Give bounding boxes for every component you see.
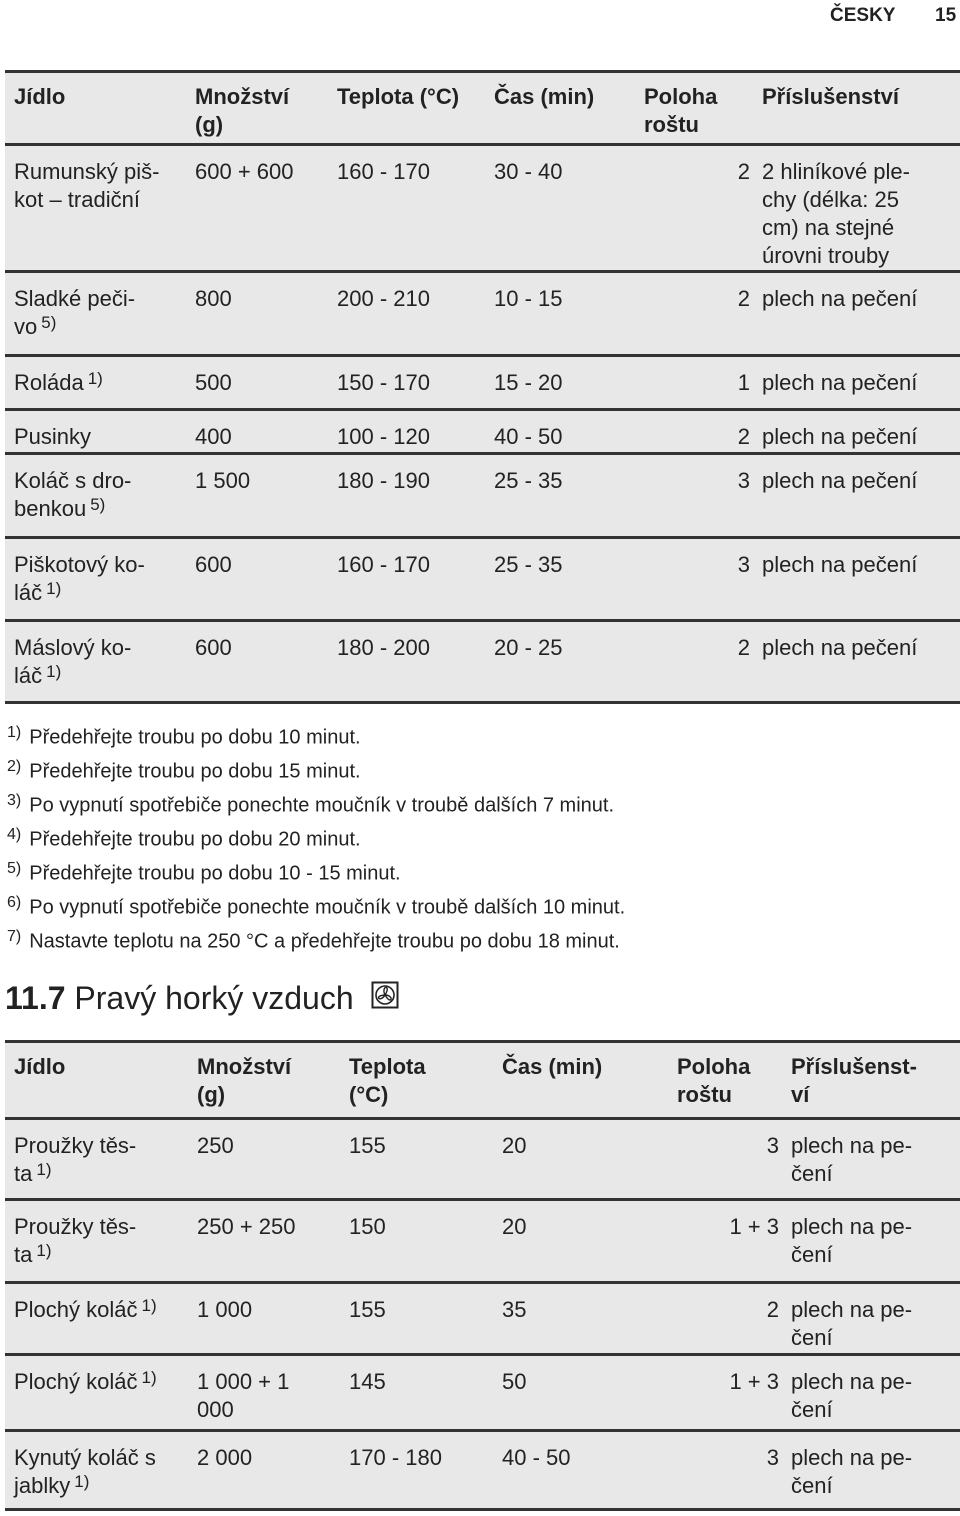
- cell-accessory: 2 hliníkové ple- chy (délka: 25 cm) na stejné úrovni trouby: [762, 159, 910, 268]
- footnote-text: Po vypnutí spotřebiče ponechte moučník v troubě dalších 10 minut.: [29, 896, 626, 919]
- footnote-text: Předehřejte troubu po dobu 20 minut.: [29, 828, 361, 851]
- cell-rack: 2: [737, 286, 750, 311]
- cell-food: [5, 621, 195, 703]
- cell-temperature: 155: [349, 1133, 386, 1158]
- footnote-ref: 1): [36, 1241, 52, 1261]
- cell-quantity: 600: [195, 635, 232, 660]
- footnote-text: Předehřejte troubu po dobu 10 minut.: [29, 726, 361, 749]
- food-name: Plochý koláč: [14, 1297, 138, 1322]
- page-language: ČESKY: [830, 5, 896, 26]
- col-header-time: Čas (min): [494, 84, 595, 109]
- food-name: Pusinky: [14, 424, 92, 449]
- cell-rack: 1 + 3: [729, 1214, 779, 1239]
- food-name: Proužky těs- ta: [14, 1214, 137, 1267]
- table-row: [5, 538, 960, 621]
- footnote-item: [7, 920, 947, 954]
- section-number: 11.7: [5, 980, 66, 1016]
- footnote-item: [7, 818, 947, 852]
- table-header-row: [5, 72, 960, 145]
- cell-temperature: 180 - 190: [337, 468, 430, 493]
- section-title: Pravý horký vzduch: [74, 980, 354, 1016]
- food-name: Koláč s dro- benkou: [14, 468, 132, 521]
- cell-time: 20 - 25: [494, 635, 563, 660]
- footnote-item: [7, 716, 947, 750]
- footnote-ref: 5): [90, 495, 106, 515]
- cell-quantity: 500: [195, 370, 232, 395]
- cell-temperature: 180 - 200: [337, 635, 430, 660]
- table-row: [5, 272, 960, 356]
- footnote-item: [7, 750, 947, 784]
- cell-accessory: plech na pe- čení: [791, 1369, 913, 1422]
- cell-accessory: plech na pečení: [762, 635, 918, 660]
- cell-rack: 3: [766, 1133, 779, 1158]
- footnote-ref: 1): [36, 1160, 52, 1180]
- cell-rack: 1 + 3: [729, 1369, 779, 1394]
- cell-rack: 2: [766, 1297, 779, 1322]
- cell-temperature: 150 - 170: [337, 370, 430, 395]
- cell-temperature: 170 - 180: [349, 1445, 442, 1470]
- cell-temperature: 145: [349, 1369, 386, 1394]
- cell-rack: 2: [737, 159, 750, 184]
- baking-table-2: [5, 1040, 960, 1511]
- col-header-temperature: Teplota (°C): [337, 84, 460, 109]
- col-header-quantity: Množství (g): [195, 84, 290, 137]
- footnote-mark: 2): [7, 758, 22, 775]
- footnote-item: [7, 886, 947, 920]
- cell-rack: 1: [737, 370, 750, 395]
- cell-quantity: 600 + 600: [195, 159, 294, 184]
- footnote-mark: 7): [7, 928, 22, 945]
- cell-time: 25 - 35: [494, 468, 563, 493]
- cell-quantity: 1 000 + 1 000: [197, 1369, 290, 1422]
- cell-accessory: plech na pečení: [762, 424, 918, 449]
- footnote-text: Nastavte teplotu na 250 °C a předehřejte troubu po dobu 18 minut.: [29, 930, 620, 953]
- footnote-mark: 6): [7, 894, 22, 911]
- footnote-ref: 1): [74, 1472, 90, 1492]
- cell-food: [5, 1200, 197, 1283]
- table-row: [5, 1355, 960, 1431]
- cell-quantity: 1 500: [195, 468, 251, 493]
- cell-time: 15 - 20: [494, 370, 563, 395]
- footnote-mark: 5): [7, 860, 22, 877]
- footnote-mark: 3): [7, 792, 22, 809]
- food-name: Proužky těs- ta: [14, 1133, 137, 1186]
- food-name: Piškotový ko- láč: [14, 552, 145, 605]
- cell-accessory: plech na pečení: [762, 370, 918, 395]
- cell-accessory: plech na pe- čení: [791, 1297, 913, 1350]
- cell-rack: 3: [737, 552, 750, 577]
- cell-temperature: 100 - 120: [337, 424, 430, 449]
- cell-rack: 3: [737, 468, 750, 493]
- cell-rack: 2: [737, 635, 750, 660]
- cell-time: 10 - 15: [494, 286, 563, 311]
- cell-food: [5, 410, 195, 454]
- section-heading: [5, 976, 399, 1020]
- footnote-ref: 1): [141, 1368, 157, 1388]
- footnote-ref: 5): [41, 313, 57, 333]
- cell-rack: 2: [737, 424, 750, 449]
- col-header-rack: Poloha roštu: [677, 1054, 751, 1107]
- table-row: [5, 454, 960, 538]
- table-row: [5, 145, 960, 272]
- cell-time: 40 - 50: [502, 1445, 571, 1470]
- cell-accessory: plech na pečení: [762, 286, 918, 311]
- cell-quantity: 250 + 250: [197, 1214, 296, 1239]
- cell-quantity: 400: [195, 424, 232, 449]
- cell-food: [5, 145, 195, 272]
- food-name: Sladké peči- vo: [14, 286, 136, 339]
- cell-temperature: 160 - 170: [337, 552, 430, 577]
- cell-food: [5, 538, 195, 621]
- footnote-item: [7, 784, 947, 818]
- food-name: Máslový ko- láč: [14, 635, 132, 688]
- col-header-time: Čas (min): [502, 1054, 603, 1079]
- cell-food: [5, 356, 195, 410]
- cell-food: [5, 1355, 197, 1431]
- food-name: Plochý koláč: [14, 1369, 138, 1394]
- baking-table-1: [5, 70, 960, 704]
- cell-accessory: plech na pečení: [762, 552, 918, 577]
- cell-temperature: 200 - 210: [337, 286, 430, 311]
- cell-accessory: plech na pe- čení: [791, 1445, 913, 1498]
- table-header-row: [5, 1042, 960, 1119]
- footnote-mark: 4): [7, 826, 22, 843]
- footnote-ref: 1): [87, 369, 103, 389]
- cell-food: [5, 1431, 197, 1510]
- cell-temperature: 160 - 170: [337, 159, 430, 184]
- cell-time: 50: [502, 1369, 527, 1394]
- col-header-food: Jídlo: [14, 84, 66, 109]
- fan-icon: [371, 976, 399, 1020]
- footnotes: [7, 716, 947, 954]
- cell-temperature: 155: [349, 1297, 386, 1322]
- cell-accessory: plech na pečení: [762, 468, 918, 493]
- footnote-text: Předehřejte troubu po dobu 15 minut.: [29, 760, 361, 783]
- footnote-text: Po vypnutí spotřebiče ponechte moučník v troubě dalších 7 minut.: [29, 794, 615, 817]
- cell-quantity: 250: [197, 1133, 234, 1158]
- food-name: Kynutý koláč s jablky: [14, 1445, 156, 1498]
- food-name: Roláda: [14, 370, 84, 395]
- footnote-ref: 1): [46, 579, 62, 599]
- col-header-accessory: Příslušenst- ví: [791, 1054, 917, 1107]
- cell-quantity: 1 000: [197, 1297, 253, 1322]
- cell-time: 20: [502, 1214, 527, 1239]
- page-header: [0, 0, 960, 34]
- table-row: [5, 356, 960, 410]
- table-row: [5, 1119, 960, 1200]
- col-header-accessory: Příslušenství: [762, 84, 899, 109]
- footnote-ref: 1): [141, 1296, 157, 1316]
- col-header-food: Jídlo: [14, 1054, 66, 1079]
- col-header-quantity: Množství (g): [197, 1054, 292, 1107]
- cell-time: 30 - 40: [494, 159, 563, 184]
- cell-food: [5, 454, 195, 538]
- cell-temperature: 150: [349, 1214, 386, 1239]
- cell-quantity: 800: [195, 286, 232, 311]
- cell-accessory: plech na pe- čení: [791, 1214, 913, 1267]
- table-row: [5, 1283, 960, 1355]
- table-row: [5, 621, 960, 703]
- table-row: [5, 410, 960, 454]
- cell-time: 25 - 35: [494, 552, 563, 577]
- cell-time: 20: [502, 1133, 527, 1158]
- cell-accessory: plech na pe- čení: [791, 1133, 913, 1186]
- footnote-item: [7, 852, 947, 886]
- cell-rack: 3: [766, 1445, 779, 1470]
- cell-quantity: 2 000: [197, 1445, 253, 1470]
- cell-time: 40 - 50: [494, 424, 563, 449]
- table-row: [5, 1431, 960, 1510]
- cell-food: [5, 1283, 197, 1355]
- col-header-rack: Poloha roštu: [644, 84, 718, 137]
- cell-time: 35: [502, 1297, 527, 1322]
- col-header-temperature: Teplota (°C): [349, 1054, 426, 1107]
- cell-food: [5, 1119, 197, 1200]
- cell-food: [5, 272, 195, 356]
- food-name: Rumunský piš- kot – tradiční: [14, 159, 160, 212]
- page-number: 15: [935, 5, 957, 26]
- cell-quantity: 600: [195, 552, 232, 577]
- footnote-text: Předehřejte troubu po dobu 10 - 15 minut.: [29, 862, 401, 885]
- footnote-ref: 1): [46, 662, 62, 682]
- table-row: [5, 1200, 960, 1283]
- footnote-mark: 1): [7, 724, 22, 741]
